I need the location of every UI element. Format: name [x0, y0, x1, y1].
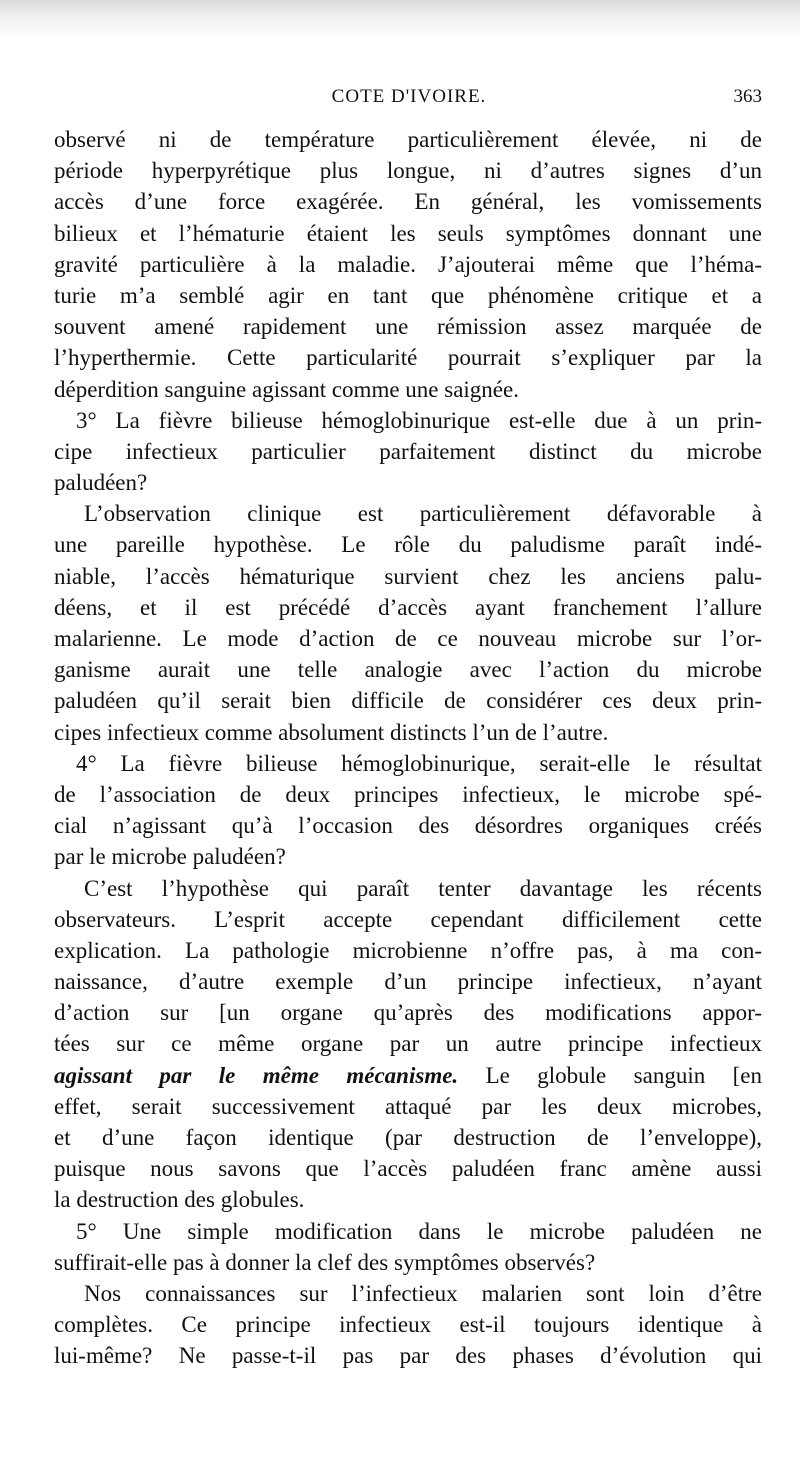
text-line-with-italic [54, 1060, 762, 1091]
text-line: turie m’a semblé agir en tant que phénomène critique et a [54, 282, 762, 308]
text-line: d’action sur [un organe qu’après des modifications appor- [54, 1000, 762, 1026]
running-head [54, 86, 764, 116]
text-line: L’observation clinique est particulièrement défavorable à [84, 501, 762, 527]
running-head-title: COTE D'IVOIRE. [331, 86, 487, 107]
text-line: déens, et il est précédé d’accès ayant franchement l’allure [54, 594, 762, 620]
text-line: bilieux et l’hématurie étaient les seuls symptômes donnant une [54, 220, 762, 246]
text-line: cipe infectieux particulier parfaitement distinct du microbe [54, 438, 762, 464]
text-line: C’est l’hypothèse qui paraît tenter davantage les récents [84, 875, 762, 901]
text-fragment: Le globule sanguin [en [458, 1062, 762, 1088]
text-line: observateurs. L’esprit accepte cependant difficilement cette [54, 906, 762, 932]
text-line: observé ni de température particulièrement élevée, ni de [54, 127, 762, 152]
text-line: une pareille hypothèse. Le rôle du paludisme paraît indé- [54, 532, 762, 558]
text-line: complètes. Ce principe infectieux est-il toujours identique à [54, 1312, 762, 1338]
text-line: cial n’agissant qu’à l’occasion des désordres organiques créés [54, 813, 762, 839]
text-line: par le microbe paludéen? [54, 844, 286, 870]
text-line: l’hyperthermie. Cette particularité pourrait s’expliquer par la [54, 345, 762, 371]
text-line: souvent amené rapidement une rémission assez marquée de [54, 314, 762, 340]
text-line: ganisme aurait une telle analogie avec l’action du microbe [54, 657, 762, 683]
text-line: paludéen qu’il serait bien difficile de considérer ces deux prin- [54, 688, 762, 714]
text-line: période hyperpyrétique plus longue, ni d’autres signes d’un [54, 158, 762, 184]
text-line: 3° La fièvre bilieuse hémoglobinurique est-elle due à un prin- [76, 407, 762, 433]
page-number: 363 [733, 86, 762, 107]
text-line: effet, serait successivement attaqué par les deux microbes, [54, 1093, 762, 1119]
text-line: 4° La fièvre bilieuse hémoglobinurique, serait-elle le résultat [76, 750, 762, 776]
text-line: naissance, d’autre exemple d’un principe infectieux, n’ayant [54, 969, 762, 995]
text-line: 5° Une simple modification dans le microbe paludéen ne [76, 1218, 762, 1244]
text-line: puisque nous savons que l’accès paludéen franc amène aussi [54, 1156, 762, 1182]
scan-edge [0, 0, 800, 40]
italic-phrase: agissant par le même mécanisme. [54, 1062, 459, 1088]
text-line: et d’une façon identique (par destruction de l’enveloppe), [54, 1125, 762, 1150]
text-line: gravité particulière à la maladie. J’ajouterai même que l’héma- [54, 251, 762, 277]
text-line: explication. La pathologie microbienne n’offre pas, à ma con- [54, 937, 762, 963]
text-line: suffirait-elle pas à donner la clef des symptômes observés? [54, 1249, 596, 1275]
text-line: de l’association de deux principes infectieux, le microbe spé- [54, 781, 762, 807]
text-line: niable, l’accès hématurique survient chez les anciens palu- [54, 563, 762, 589]
text-line: paludéen? [54, 470, 148, 496]
text-line: Nos connaissances sur l’infectieux malarien sont loin d’être [84, 1280, 762, 1306]
text-line: cipes infectieux comme absolument distincts l’un de l’autre. [54, 719, 609, 745]
text-line: tées sur ce même organe par un autre principe infectieux [54, 1031, 762, 1057]
text-line: accès d’une force exagérée. En général, les vomissements [54, 189, 762, 215]
text-line: lui-même? Ne passe-t-il pas par des phases d’évolution qui [54, 1343, 762, 1369]
text-line: déperdition sanguine agissant comme une saignée. [54, 376, 519, 402]
text-line: malarienne. Le mode d’action de ce nouveau microbe sur l’or- [54, 626, 762, 651]
body-text [54, 124, 762, 1372]
text-line: la destruction des globules. [54, 1187, 305, 1213]
